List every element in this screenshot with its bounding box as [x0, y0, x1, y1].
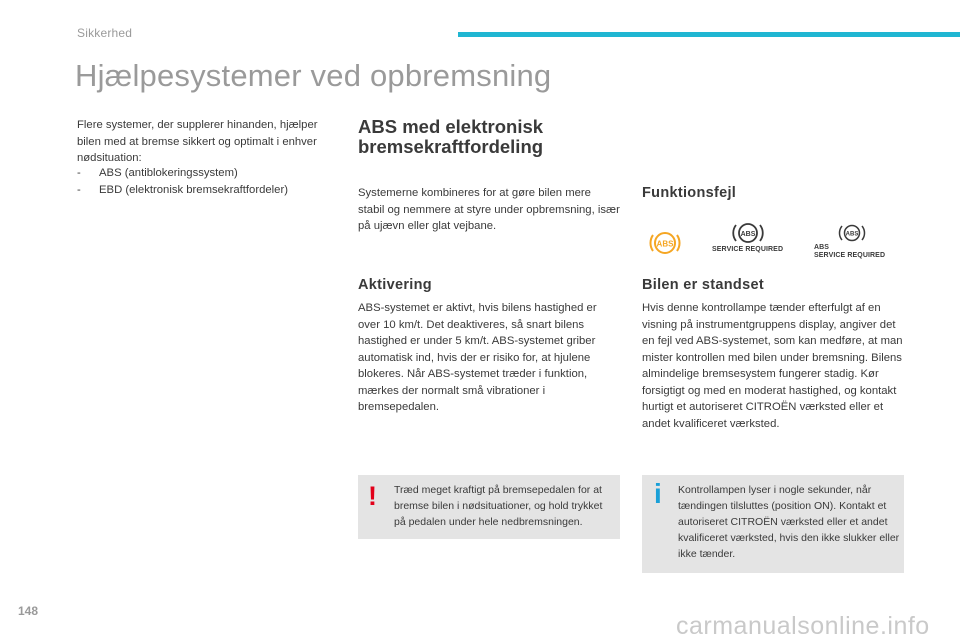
info-note	[642, 475, 904, 573]
list-item	[77, 165, 339, 182]
funktionsfejl-heading: Funktionsfejl	[642, 185, 737, 201]
display-caption-line2: SERVICE REQUIRED	[814, 252, 886, 259]
abs-service-symbol: ABS	[740, 231, 756, 238]
intro-paragraph: Flere systemer, der supplerer hinanden, hjælper bilen med at bremse sikkert og optimalt i enhver nødsituation:	[77, 119, 318, 164]
warning-note	[358, 475, 620, 539]
abs-amber-symbol: ABS	[656, 239, 674, 249]
abs-section-heading: ABS med elektronisk bremsekraftfordeling	[358, 116, 544, 157]
section-label: Sikkerhed	[77, 26, 133, 40]
watermark: carmanualsonline.info	[676, 612, 930, 640]
page-title: Hjælpesystemer ved opbremsning	[75, 58, 552, 93]
standset-paragraph: Hvis denne kontrollampe tænder efterfulgt af en visning på instrumentgruppens display, angiver det en fejl ved ABS-systemet, som kan medføre, at man mister kontrollen med bilen under bremsning. Bilens almindelige bremsesystem fungerer stadig. Kør forsigtigt og med en moderat hastighed, og kontakt hurtigt et autoriseret CITROËN værksted eller et andet kvalificeret værksted.	[642, 302, 903, 430]
warning-lamps	[642, 218, 904, 268]
header-accent-bar	[458, 32, 960, 37]
abs-display-symbol: ABS	[845, 231, 859, 238]
abs-intro-paragraph: Systemerne kombineres for at gøre bilen mere stabil og nemmere at styre under opbremsning, især på ujævn eller glat vejbane.	[358, 187, 620, 232]
exclamation-icon: !	[368, 481, 377, 511]
aktivering-paragraph: ABS-systemet er aktivt, hvis bilens hastighed er over 10 km/t. Det deaktiveres, så snart bilens hastighed er under 5 km/t. ABS-systemet griber automatisk ind, hvis der er risiko for, at hjulene blokeres. Når ABS-systemet træder i funktion, mærkes der normalt små vibrationer i bremsepedalen.	[358, 302, 597, 413]
bullet-dash: -	[77, 167, 81, 179]
page-number: 148	[18, 604, 39, 618]
info-icon: i	[654, 478, 662, 509]
aktivering-heading: Aktivering	[358, 277, 432, 293]
abs-service-required-icon	[712, 220, 792, 254]
service-required-caption: SERVICE REQUIRED	[712, 246, 784, 253]
bullet-dash: -	[77, 183, 81, 196]
bullet-text: EBD (elektronisk bremsekraftfordeler)	[99, 183, 288, 196]
standset-heading: Bilen er standset	[642, 277, 764, 293]
display-caption-line1: ABS	[814, 244, 830, 251]
bullet-text: ABS (antiblokeringssystem)	[99, 167, 238, 179]
abs-service-required-display-icon	[814, 222, 894, 260]
abs-amber-warning-icon	[648, 228, 682, 263]
list-item	[77, 182, 339, 199]
warning-note-text: Træd meget kraftigt på bremsepedalen for at bremse bilen i nødsituationer, og hold trykket på pedalen under hele nedbremsningen.	[394, 484, 603, 528]
info-note-text: Kontrollampen lyser i nogle sekunder, når tændingen tilsluttes (position ON). Kontakt et autoriseret CITROËN værksted eller et andet kvalificeret værksted, hvis den ikke slukker eller ikke tænder.	[678, 484, 900, 560]
intro-bullet-list	[77, 165, 339, 198]
